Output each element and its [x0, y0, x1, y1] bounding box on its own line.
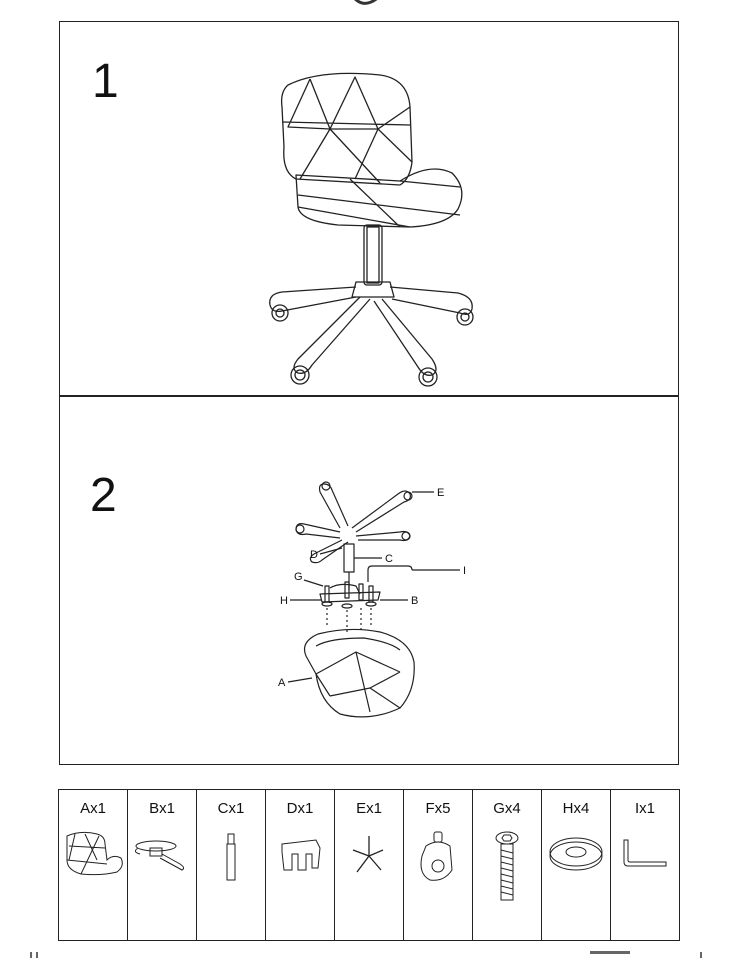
mechanism-icon [128, 830, 196, 878]
assembled-chair-illustration [260, 67, 490, 397]
callout-b: B [411, 595, 419, 607]
caster-icon [404, 830, 472, 886]
part-cell-i [611, 790, 679, 940]
part-label: Ax1 [80, 800, 106, 817]
step-number: 2 [90, 469, 117, 522]
part-cell-d [266, 790, 335, 940]
part-cell-e [335, 790, 404, 940]
part-label: Gx4 [493, 800, 521, 817]
part-label: Ex1 [356, 800, 382, 817]
part-cell-f [404, 790, 473, 940]
part-cell-b [128, 790, 197, 940]
part-label: Cx1 [217, 800, 245, 817]
parts-list-table [58, 789, 680, 941]
part-label: Fx5 [425, 800, 451, 817]
callout-c: C [385, 553, 393, 565]
part-label: Ix1 [634, 800, 655, 817]
callout-g: G [294, 571, 303, 583]
part-label: Dx1 [286, 800, 314, 817]
part-label: Bx1 [149, 800, 175, 817]
part-cell-g [473, 790, 542, 940]
callout-e: E [437, 487, 445, 499]
step-number: 1 [92, 55, 119, 108]
star-base-icon [335, 830, 403, 878]
callout-a: A [278, 677, 286, 689]
base-leg [352, 491, 410, 532]
callout-i: I [463, 565, 467, 577]
exploded-assembly-diagram [260, 476, 520, 721]
bolt-icon [473, 830, 541, 906]
gas-lift-icon [197, 830, 265, 886]
part-cell-c [197, 790, 266, 940]
step-2-panel [59, 395, 679, 765]
callout-h: H [280, 595, 288, 607]
part-cell-h [542, 790, 611, 940]
allen-key-icon [611, 830, 679, 878]
washer-icon [542, 830, 610, 878]
step-1-panel [59, 21, 679, 397]
callout-d: D [310, 549, 318, 561]
part-cell-a [59, 790, 128, 940]
seat-icon [59, 830, 127, 878]
part-label: Hx4 [562, 800, 590, 817]
base-leg [320, 484, 349, 528]
cropped-top-graphic [340, 0, 400, 16]
cover-icon [266, 830, 334, 878]
cropped-footer-text [30, 946, 720, 960]
